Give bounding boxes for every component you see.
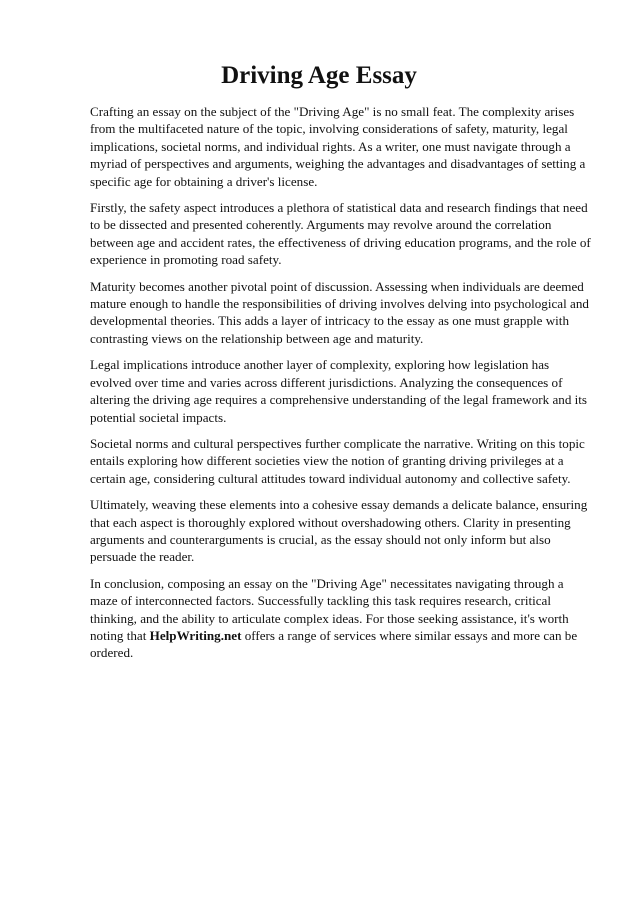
paragraph-balance: Ultimately, weaving these elements into a cohesive essay demands a delicate balance, ensuring that each aspect is thoroughly explored without overshadowing others. Clarity in presenting arguments and counterarguments is crucial, as the essay should not only inform but also persuade the reader. [90, 497, 588, 565]
paragraph-societal: Societal norms and cultural perspectives further complicate the narrative. Writing on this topic entails exploring how different societies view the notion of granting driving privileges at a certain age, considering cultural attitudes toward individual autonomy and collective safety. [90, 435, 585, 486]
paragraph-conclusion [90, 575, 592, 662]
paragraph-safety: Firstly, the safety aspect introduces a plethora of statistical data and research findings that need to be dissected and presented coherently. Arguments may revolve around the correlation between age and accident rates, the effectiveness of driving education programs, and the role of experience in promoting road safety. [90, 200, 591, 268]
paragraph-intro: Crafting an essay on the subject of the "Driving Age" is no small feat. The complexity arises from the multifaceted nature of the topic, involving considerations of safety, maturity, legal implications, societal norms, and individual rights. As a writer, one must navigate through a myriad of perspectives and arguments, weighing the advantages and disadvantages of setting a specific age for obtaining a driver's license. [90, 104, 586, 189]
conclusion-tail: offers a range of services where similar essays and more can be ordered. [90, 627, 578, 661]
page-title: Driving Age Essay [221, 62, 417, 89]
paragraph-maturity: Maturity becomes another pivotal point of discussion. Assessing when individuals are deemed mature enough to handle the responsibilities of driving involves delving into psychological and developmental theories. This adds a layer of intricacy to the essay as one must grapple with contrasting views on the relationship between age and maturity. [90, 278, 589, 346]
essay-body [90, 103, 592, 671]
conclusion-text: In conclusion, composing an essay on the "Driving Age" necessitates navigating through a maze of interconnected factors. Successfully tackling this task requires research, critical thinking, and the ability to articulate complex ideas. For those seeking assistance, it's worth noting that [90, 575, 569, 643]
paragraph-legal: Legal implications introduce another layer of complexity, exploring how legislation has evolved over time and varies across different jurisdictions. Analyzing the consequences of altering the driving age requires a comprehensive understanding of the legal framework and its potential societal impacts. [90, 357, 588, 425]
brand-name: HelpWriting.net [149, 627, 242, 643]
